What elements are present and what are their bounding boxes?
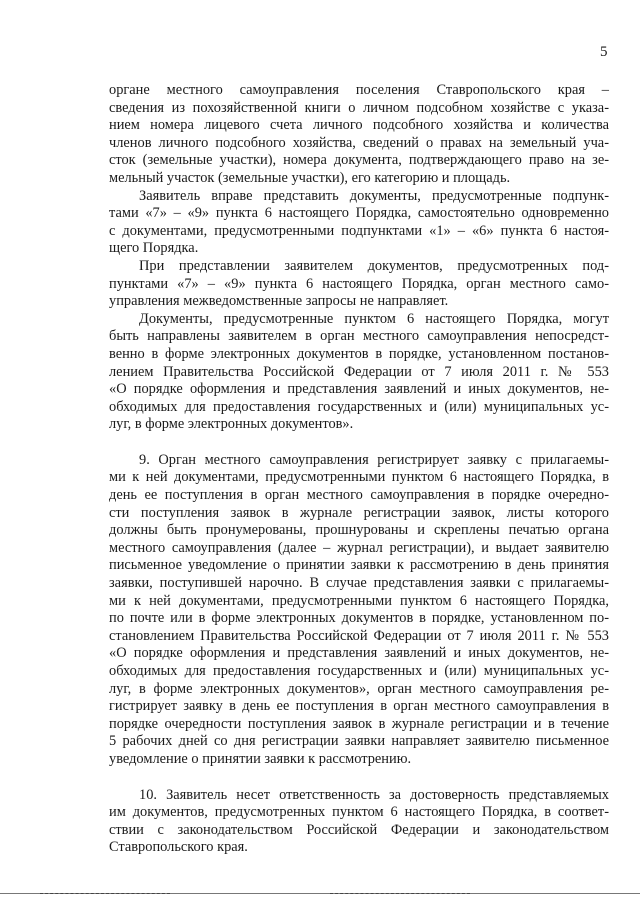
text-line: лением Правительства Российской Федерации от 7 июля 2011 г. № 553 [109, 363, 609, 380]
text-line: Документы, предусмотренные пунктом 6 настоящего Порядка, могут [139, 310, 609, 327]
text-line: луг, в форме электронных документов». [109, 416, 354, 433]
text-line: «О порядке оформления и представления заявлений и иных документов, не- [109, 645, 609, 662]
text-line: обходимых для предоставления государственных и (или) муниципальных ус- [109, 663, 609, 679]
paragraph-applicant-right [109, 188, 609, 258]
page-number: 5 [600, 44, 608, 60]
scan-edge-dash-right [330, 893, 470, 895]
text-line: луг, в форме электронных документов», орган местного самоуправления ре- [109, 680, 609, 697]
paragraph-no-requests [109, 258, 609, 311]
paragraph-continuation [109, 82, 609, 188]
text-line: письменное уведомление о принятии заявки к рассмотрению в день принятия [109, 557, 609, 574]
text-line: заявки, поступившей нарочно. В случае представления заявки с прилагаемы- [109, 575, 609, 592]
paragraph-item-10 [109, 787, 609, 857]
text-line: щего Порядка. [109, 240, 199, 257]
text-line: 9. Орган местного самоуправления регистрирует заявку с прилагаемы- [139, 451, 609, 468]
paragraph-item-9 [109, 452, 609, 769]
text-line: должны быть пронумерованы, прошнурованы и скреплены печатью органа [109, 522, 609, 539]
text-line: пунктами «7» – «9» пункта 6 настоящего Порядка, орган местного само- [109, 275, 609, 292]
text-line: «О порядке оформления и представления заявлений и иных документов, не- [109, 381, 609, 398]
text-line: сток (земельные участки), номера документа, подтверждающего право на зе- [109, 152, 609, 169]
text-line: сти поступления заявок в журнале регистрации заявок, листы которого [109, 504, 609, 521]
document-body [109, 82, 609, 857]
text-line: сведения из похозяйственной книги о личном подсобном хозяйстве с указа- [109, 99, 609, 116]
text-line: Заявитель вправе представить документы, предусмотренные подпунк- [139, 187, 609, 204]
text-line: с документами, предусмотренными подпунктами «1» – «6» пункта 6 настоя- [109, 222, 609, 239]
text-line: становлением Правительства Российской Федерации от 7 июля 2011 г. № 553 [109, 627, 609, 644]
scan-edge-dash-left [40, 893, 170, 895]
text-line: венно в форме электронных документов в порядке, установленном постанов- [109, 345, 609, 362]
text-line: членов личного подсобного хозяйства, сведений о правах на земельный уча- [109, 134, 609, 151]
text-line: 5 рабочих дней со дня регистрации заявки направляет заявителю письменное [109, 733, 609, 750]
paragraph-electronic-docs [109, 311, 609, 434]
text-line: порядке очередности поступления заявок в журнале регистрации и в течение [109, 715, 609, 732]
text-line: уведомление о принятии заявки к рассмотрению. [109, 750, 412, 767]
text-line: органе местного самоуправления поселения Ставропольского края – [109, 82, 609, 98]
text-line: быть направлены заявителем в орган местного самоуправления непосредст- [109, 328, 609, 345]
text-line: по почте или в форме электронных документов в порядке, установленном по- [109, 610, 609, 627]
text-line: управления межведомственные запросы не направляет. [109, 293, 449, 310]
text-line: ми к ней документами, предусмотренными пунктом 6 настоящего Порядка, в [109, 469, 609, 486]
text-line: 10. Заявитель несет ответственность за достоверность представляемых [139, 786, 609, 803]
text-line: ствии с законодательством Российской Федерации и законодательством [109, 821, 609, 838]
text-line: При представлении заявителем документов, предусмотренных под- [139, 257, 609, 274]
text-line: тами «7» – «9» пункта 6 настоящего Порядка, самостоятельно одновременно [109, 205, 609, 222]
text-line: гистрирует заявку в день ее поступления в орган местного самоуправления в [109, 698, 609, 715]
text-line: обходимых для предоставления государственных и (или) муниципальных ус- [109, 398, 609, 415]
text-line: ми к ней документами, предусмотренными пунктом 6 настоящего Порядка, [109, 592, 609, 609]
text-line: им документов, предусмотренных пунктом 6 настоящего Порядка, в соответ- [109, 804, 609, 821]
text-line: местного самоуправления (далее – журнал регистрации), и выдает заявителю [109, 539, 609, 556]
text-line: нием номера лицевого счета личного подсобного хозяйства и количества [109, 117, 609, 134]
text-line: мельный участок (земельные участки), его категорию и площадь. [109, 169, 511, 186]
text-line: Ставропольского края. [109, 839, 248, 856]
text-line: день ее поступления в орган местного самоуправления в порядке очередно- [109, 487, 609, 504]
